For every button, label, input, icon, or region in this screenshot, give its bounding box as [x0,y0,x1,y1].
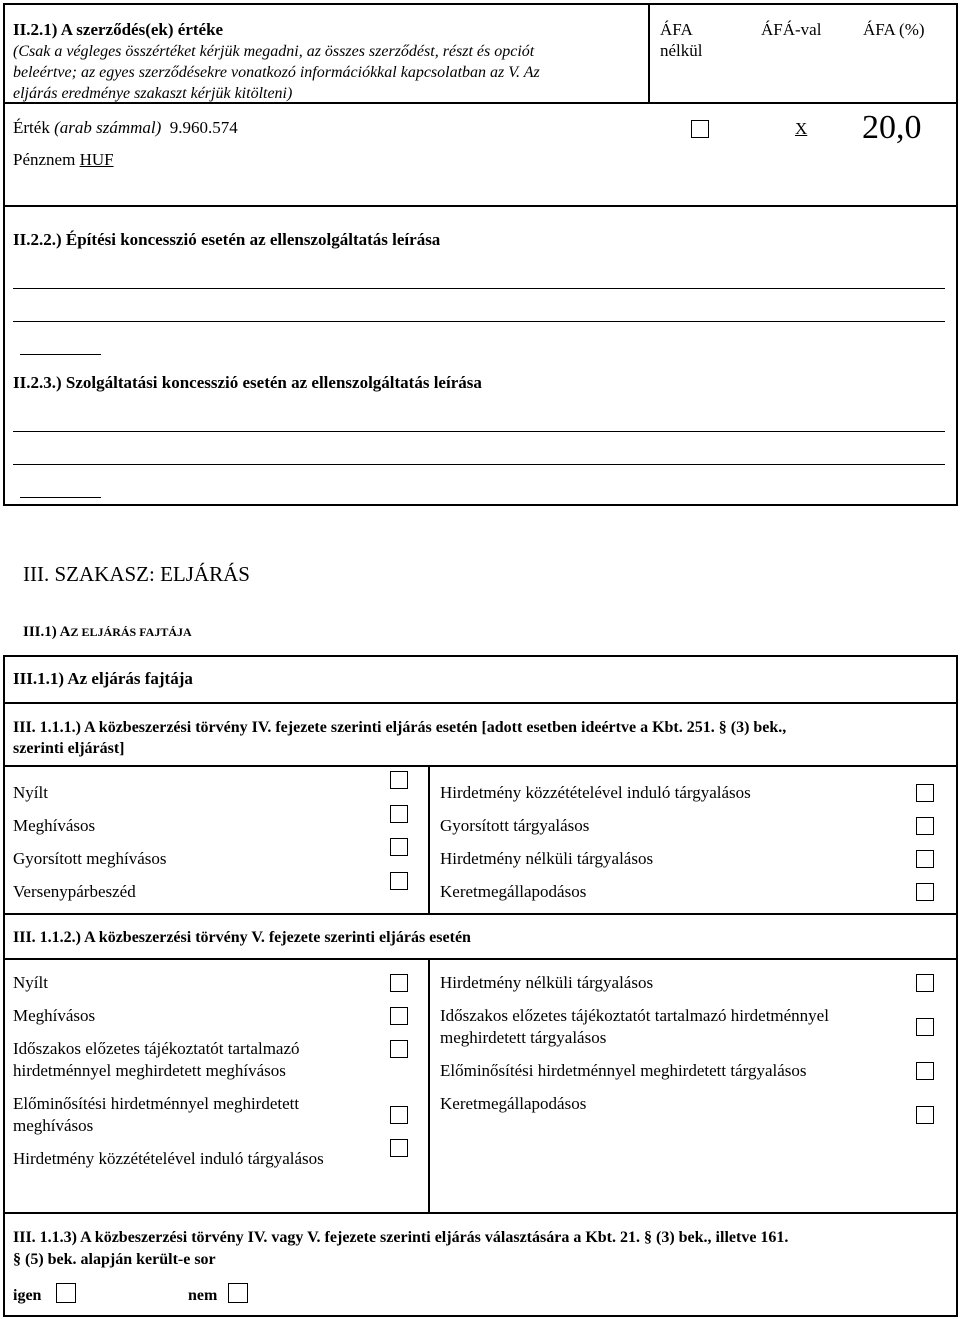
yes-checkbox[interactable] [56,1283,76,1303]
yes-label: igen [13,1287,42,1304]
iii112-checkbox-nyilt[interactable] [390,974,408,992]
iii111-checkbox-keretmegallapodasos[interactable] [916,883,934,901]
iii111-option-nyilt: Nyílt [13,783,48,802]
iii111-checkbox-hirdetmeny-nelkuli[interactable] [916,850,934,868]
ii22-blank-line-2[interactable] [13,321,945,322]
iii111-option-keretmegallapodasos: Keretmegállapodásos [440,882,587,901]
iii112-option-idoszakos-targyalasos-1: Időszakos előzetes tájékoztatót tartalmazó hirdetménnyel [440,1006,829,1025]
iii112-option-elominositesi-2: meghívásos [13,1116,94,1135]
iii112-checkbox-idoszakos-targyalasos[interactable] [916,1018,934,1036]
iii112-option-idoszakos-1: Időszakos előzetes tájékoztatót tartalmazó [13,1039,300,1058]
section-iii1-rest: ELJÁRÁS FAJTÁJA [78,625,192,639]
ii23-blank-line-1[interactable] [13,431,945,432]
col-header-afa-nelkul-2: nélkül [660,41,703,60]
section-ii22-rule [3,205,958,207]
iii112-option-nyilt: Nyílt [13,973,48,992]
ii22-blank-line-1[interactable] [13,288,945,289]
section-ii21-note-3: eljárás eredménye szakaszt kérjük kitölteni) [13,85,293,102]
section-iii112-title: III. 1.1.2.) A közbeszerzési törvény V. fejezete szerinti eljárás esetén [13,929,471,946]
iii11-rule-2 [3,765,958,767]
value-table-divider [648,3,650,103]
iii111-checkbox-versenyparbeszed[interactable] [390,872,408,890]
iii112-checkbox-idoszakos-meghivasos[interactable] [390,1040,408,1058]
iii11-rule-5 [3,1212,958,1214]
iii112-option-hirdetmeny-nelkuli: Hirdetmény nélküli tárgyalásos [440,973,654,992]
section-iii11-title: III.1.1) Az eljárás fajtája [13,669,193,688]
iii111-checkbox-nyilt[interactable] [390,771,408,789]
iii112-option-keretmegallapodasos: Keretmegállapodásos [440,1094,587,1113]
iii111-checkbox-meghivasos[interactable] [390,805,408,823]
section-ii21-note-1: (Csak a végleges összértéket kérjük megadni, az összes szerződést, részt és opciót [13,43,535,60]
currency-value: HUF [79,150,114,169]
vat-included-mark[interactable]: X [795,119,808,138]
iii111-option-hirdetmeny-nelkuli: Hirdetmény nélküli tárgyalásos [440,849,654,868]
vat-percent-value: 20,0 [862,109,922,146]
ii23-blank-line-2[interactable] [13,464,945,465]
iii112-option-meghivasos: Meghívásos [13,1006,96,1025]
iii111-option-versenyparbeszed: Versenypárbeszéd [13,882,136,901]
iii111-checkbox-gyorsitott-meghivasos[interactable] [390,838,408,856]
vat-excluded-checkbox[interactable] [691,120,709,138]
iii112-option-elominositesi-1: Előminősítési hirdetménnyel meghirdetett [13,1094,300,1113]
iii112-checkbox-keretmegallapodasos[interactable] [916,1106,934,1124]
iii111-checkbox-gyorsitott-targyalasos[interactable] [916,817,934,835]
iii112-option-idoszakos-targyalasos-2: meghirdetett tárgyalásos [440,1028,607,1047]
value-label [13,118,238,138]
iii112-checkbox-hirdetmeny-kozzetetelevel[interactable] [390,1139,408,1157]
section-ii21-title: II.2.1) A szerződés(ek) értéke [13,20,224,39]
section-iii-title: III. SZAKASZ: ELJÁRÁS [23,562,250,586]
currency-row [13,150,114,170]
iii112-option-idoszakos-2: hirdetménnyel meghirdetett meghívásos [13,1061,286,1080]
section-iii1-title [23,623,192,641]
section-iii111-title-2: szerinti eljárást] [13,740,125,757]
col-header-afa-nelkul-1: ÁFA [660,20,693,39]
iii111-option-hirdetmeny-kozzetetelevel: Hirdetmény közzétételével induló tárgyalásos [440,783,751,802]
iii11-rule-1 [3,702,958,704]
iii112-option-hirdetmeny-kozzetetelevel: Hirdetmény közzétételével induló tárgyalásos [13,1149,324,1168]
value-label-text: Érték [13,118,50,137]
iii111-checkbox-hirdetmeny-kozzetetelevel[interactable] [916,784,934,802]
no-label: nem [188,1287,218,1304]
section-ii22-title: II.2.2.) Építési koncesszió esetén az ellenszolgáltatás leírása [13,230,441,249]
section-ii21-note-2: beleértve; az egyes szerződésekre vonatkozó információkkal kapcsolatban az V. Az [13,64,540,81]
section-ii23-title: II.2.3.) Szolgáltatási koncesszió esetén az ellenszolgáltatás leírása [13,373,482,392]
iii111-option-gyorsitott-meghivasos: Gyorsított meghívásos [13,849,167,868]
iii111-option-meghivasos: Meghívásos [13,816,96,835]
section-iii113-title-1: III. 1.1.3) A közbeszerzési törvény IV. vagy V. fejezete szerinti eljárás választására a Kbt. 21. § (3) bek., illetve 161. [13,1229,789,1246]
iii112-checkbox-hirdetmeny-nelkuli[interactable] [916,974,934,992]
currency-label: Pénznem [13,150,76,169]
section-iii1-prefix: III.1) A [23,624,71,640]
iii11-rule-4 [3,958,958,960]
value-label-note: (arab számmal) [54,118,162,137]
iii11-rule-3 [3,913,958,915]
iii112-column-divider [428,958,430,1212]
section-iii113-title-2: § (5) bek. alapján került-e sor [13,1251,216,1268]
iii112-checkbox-elominositesi-meghivasos[interactable] [390,1106,408,1124]
iii111-column-divider [428,765,430,913]
contract-value: 9.960.574 [169,118,238,137]
col-header-afa-percent: ÁFA (%) [863,20,925,39]
ii23-blank-line-3[interactable] [20,497,101,498]
section-iii111-title-1: III. 1.1.1.) A közbeszerzési törvény IV. fejezete szerinti eljárás esetén [adott esetben ideértve a Kbt. 251. § (3) bek., [13,719,787,736]
section-iii1-first: Z [70,625,79,639]
iii112-checkbox-elominositesi-targyalasos[interactable] [916,1062,934,1080]
col-header-afa-val: ÁFÁ-val [761,20,822,39]
iii111-option-gyorsitott-targyalasos: Gyorsított tárgyalásos [440,816,590,835]
iii112-checkbox-meghivasos[interactable] [390,1007,408,1025]
ii22-blank-line-3[interactable] [20,354,101,355]
no-checkbox[interactable] [228,1283,248,1303]
iii112-option-elominositesi-targyalasos: Előminősítési hirdetménnyel meghirdetett tárgyalásos [440,1061,807,1080]
